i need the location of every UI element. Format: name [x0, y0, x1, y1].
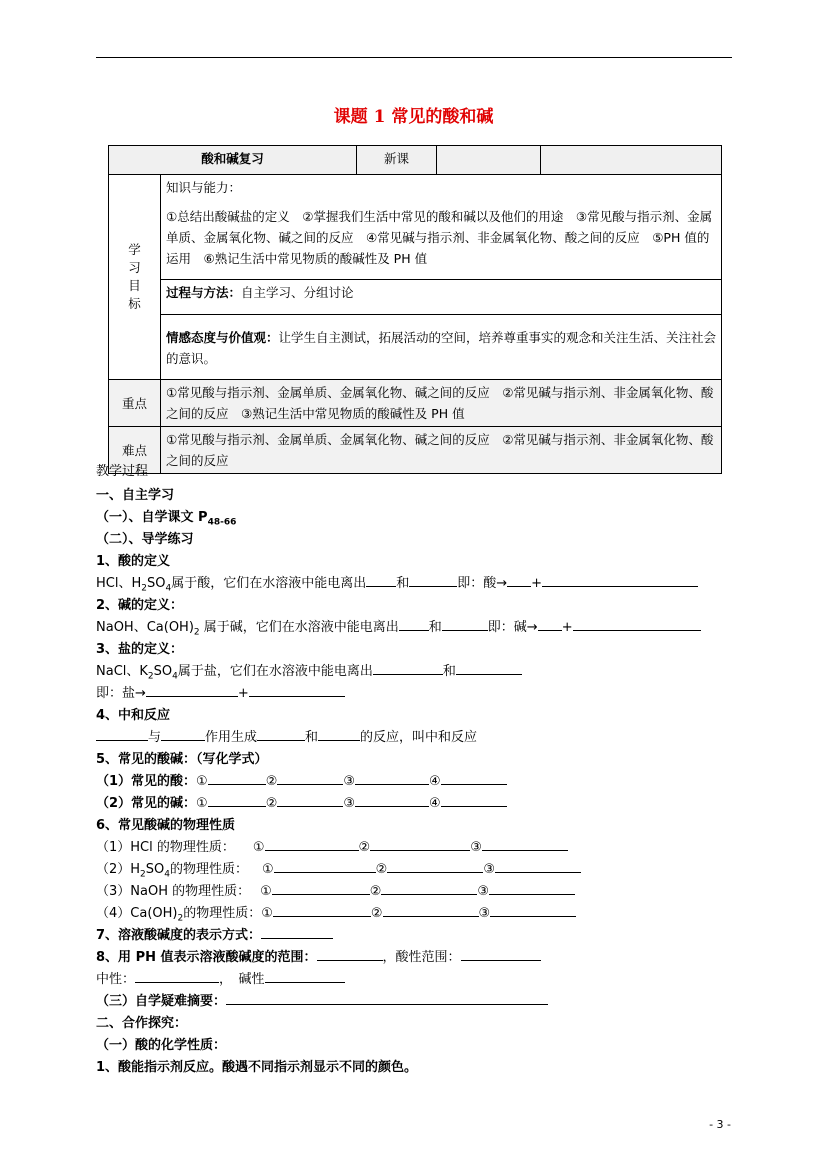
question-title: 4、中和反应: [96, 708, 171, 723]
question-title: 1、酸能指示剂反应。酸遇不同指示剂显示不同的颜色。: [96, 1060, 418, 1075]
questions-summary-line: （三）自学疑难摘要：: [96, 990, 548, 1009]
common-bases-line: （2）常见的碱：① ② ③ ④: [96, 792, 507, 811]
goals-label: 学 习 目 标: [109, 175, 161, 380]
goals-row: [109, 175, 722, 280]
section-heading: （一）酸的化学性质：: [96, 1038, 227, 1053]
question-title: 2、碱的定义：: [96, 598, 184, 613]
common-acids-line: （1）常见的酸：① ② ③ ④: [96, 770, 507, 789]
hcl-properties-line: （1）HCl 的物理性质： ① ② ③: [96, 836, 568, 855]
section-heading: （二）、导学练习: [96, 532, 194, 547]
difficulty-text: ①常见酸与指示剂、金属单质、金属氧化物、碱之间的反应 ②常见碱与指示剂、非金属氧化物、酸之间的反应: [161, 427, 722, 474]
question-title: 5、常见的酸碱：（写化学式）: [96, 752, 268, 767]
page-number: - 3 -: [709, 1118, 731, 1131]
salt-equation-line: 即：盐→ +: [96, 682, 345, 701]
neutral-basic-line: 中性： ， 碱性: [96, 968, 345, 987]
page-title: 课题 1 常见的酸和碱: [333, 107, 494, 127]
blank-cell: [541, 146, 722, 175]
lesson-plan-table: [108, 145, 722, 474]
knowledge-cell: 知识与能力： ①总结出酸碱盐的定义 ②掌握我们生活中常见的酸和碱以及他们的用途 ③常见酸与指示剂、金属单质、金属氧化物、碱之间的反应 ④常见碱与指示剂、非金属氧化物、酸之间的反应 ⑤PH 值的运用 ⑥熟记生活中常见物质的酸碱性及 PH 值: [161, 175, 722, 280]
ph-expression-line: 7、溶液酸碱度的表示方式：: [96, 924, 333, 943]
question-title: 6、常见酸碱的物理性质: [96, 818, 236, 833]
new-lesson-cell: 新课: [357, 146, 437, 175]
naoh-properties-line: （3）NaOH 的物理性质： ① ② ③: [96, 880, 575, 899]
header-rule: [96, 57, 732, 58]
salt-definition-line: NaCl、$K_2SO_4$属于盐，它们在水溶液中能电离出 和: [96, 660, 522, 682]
neutralization-line: 与 作用生成 和 的反应，叫中和反应: [96, 726, 477, 745]
emotion-cell: 情感态度与价值观：让学生自主测试，拓展活动的空间，培养尊重事实的观念和关注生活、关注社会的意识。: [161, 315, 722, 380]
section-heading: 二、合作探究：: [96, 1016, 188, 1031]
section-heading: 教学过程: [96, 464, 149, 479]
difficulty-label: 难点: [109, 427, 161, 474]
key-points-row: [109, 380, 722, 427]
process-cell: 过程与方法：自主学习、分组讨论: [161, 280, 722, 315]
emotion-row: [109, 315, 722, 380]
process-row: [109, 280, 722, 315]
ph-range-line: 8、用 PH 值表示溶液酸碱度的范围： ，酸性范围：: [96, 946, 541, 965]
h2so4-properties-line: $(2)H_2SO_4$的物理性质： ① ② ③: [96, 858, 581, 880]
difficulties-row: [109, 427, 722, 474]
caoh2-properties-line: $(4)Ca(OH)_2$的物理性质：① ② ③: [96, 902, 576, 924]
question-title: 3、盐的定义：: [96, 642, 184, 657]
base-definition-line: NaOH、$Ca(OH)_2$ 属于碱，它们在水溶液中能电离出 和 即：碱→ +: [96, 616, 701, 638]
blank-cell: [437, 146, 541, 175]
section-heading: 一、自主学习: [96, 488, 175, 503]
acid-definition-line: HCl、$H_2SO_4$属于酸，它们在水溶液中能电离出 和 即：酸→ +: [96, 572, 698, 594]
study-text-line: （一）、自学课文 $P_{48-66}$: [96, 510, 237, 528]
key-text: ①常见酸与指示剂、金属单质、金属氧化物、碱之间的反应 ②常见碱与指示剂、非金属氧化物、酸之间的反应 ③熟记生活中常见物质的酸碱性及 PH 值: [161, 380, 722, 427]
key-label: 重点: [109, 380, 161, 427]
review-cell: 酸和碱复习: [109, 146, 357, 175]
question-title: 1、酸的定义: [96, 554, 171, 569]
table-header-row: [109, 146, 722, 175]
